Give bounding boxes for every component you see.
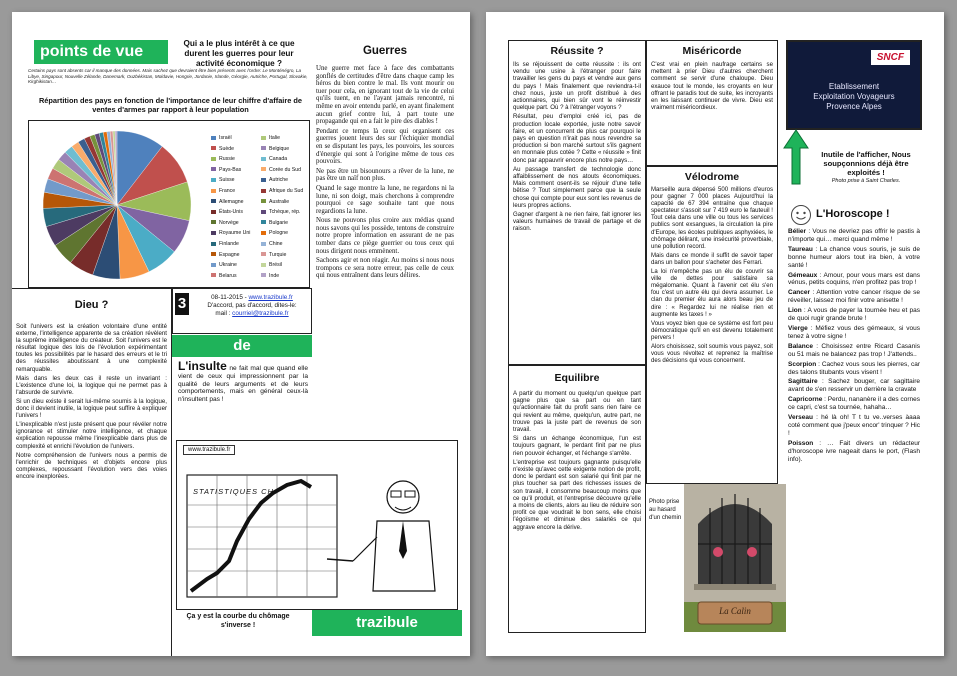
legend-label: Suisse [219,177,235,184]
legend-swatch [211,136,216,140]
article-title: Miséricorde [682,45,742,57]
de-banner [172,335,312,357]
sncf-sign-photo [786,40,922,130]
horoscope-title: L'Horoscope ! [816,208,890,220]
sign-text: : Cachez vous sous les pierres, car des talons titubants vous visent ! [788,360,920,376]
horoscope-entry [788,440,920,464]
arrow-up-icon [782,128,810,188]
horoscope-header [786,202,922,228]
article-text: ne fait mal que quand elle vient de ceux qui impressionnent par la qualité de leurs arguments et de leurs comportements, mais en général ceux-là n'insultent pas ! [178,365,308,404]
sign-name: Poisson [788,439,814,447]
paragraph: Notre compréhension de l'univers nous a permis de l'enrichir de techniques et d'objets encore plus complexes, repoussant l'évolution vers des voies encore inexplorées. [16,451,167,480]
legend-item [261,220,288,226]
horoscope-entry [788,272,920,288]
legend-label: Russie [219,156,235,163]
legend-swatch [261,199,266,203]
cartoon-drawing [177,441,458,610]
legend-label: Espagne [219,251,240,258]
article-title: Guerres [362,45,408,57]
plaque-text: La Calin [719,606,751,616]
legend-swatch [261,252,266,256]
paragraph: La loi n'empêche pas un élu de couvrir sa ville de dettes pour satisfaire sa mégalomanie. Quant à l'avenir cet élu s'en fou c'est un autre élu qui devra assumer. Le clan du premier élu aura alors beau jeu de dire : « Regardez lui ne réalise rien et augmente les taxes ! » [651,269,773,318]
sign-name: Taureau [788,245,813,253]
legend-item [261,146,289,152]
legend-swatch [211,189,216,193]
legend-label: Allemagne [219,198,244,205]
paragraph: Sachons agir et non réagir. Au moins si nous nous trompons ce sera notre erreur, pas celle de ceux qui nous entraînent dans leurs délires. [316,257,454,280]
pie-chart [37,125,197,285]
legend-label: Corée du Sud [269,166,302,173]
mail-link[interactable]: courriel@trazibule.fr [232,310,289,317]
legend-item [261,230,288,236]
sign-text: : A vous de payer la tournée heu et pas de quoi rugir grande brute ! [788,307,920,323]
legend-item [261,241,283,247]
paragraph: Au passage transfert de technologie donc affaiblissement de nos atouts économiques. Mais comment osent-ils se réjouir d'une telle bêtise ? Tout simplement parce que la seule chose qui compte pour eux sont les revenus de leurs propres actions. [513,165,641,209]
legend-item [211,135,232,141]
sign-name: Lion [788,307,802,315]
legend-item [261,273,279,279]
article-title: Vélodrome [684,171,740,183]
brand-label: trazibule [356,614,418,631]
sign-name: Sagittaire [788,378,818,386]
article-body [509,61,645,233]
legend-swatch [211,167,216,171]
horoscope-list [786,228,922,463]
legend-item [261,209,300,215]
legend-label: Canada [269,156,288,163]
cartoon-caption: Ça y est la courbe du chômage s'inverse ! [186,613,290,629]
legend-label: Norvège [219,219,239,226]
paragraph: Soit l'univers est la création volontaire d'une entité externe, l'intelligence apparente de sa création révèlent la suprême intelligence du créateur. Soit l'univers est le résultat logique des lois de l'évolution expérimentant toutes les possibilités par le hasard des erreurs et le tri des réussites aboutissant à une complexité remarquable. [16,323,167,373]
paragraph: Alors choisissez, soit soumis vous payez, soit vous vous révoltez et reprenez la maîtrise des décisions qui vous concernent. [651,343,773,365]
article-equilibre [508,365,646,633]
paragraph: A partir du moment ou quelqu'un quelque part gagne plus que sa part ou en tant qu'actionnaire fait du profit sans rien faire ce qui revient au même, quelqu'un, autre part, ne trouve pas la juste part de revenus de son travail. [513,390,641,434]
paragraph: Vous voyez bien que ce système est fort peu démocratique qu'il en est devenu totalement pervers ! [651,320,773,341]
pie-chart-frame [28,120,310,288]
paragraph: Si un dieu existe il serait lui-même soumis à la logique, donc il devient inutile, la logique peut suffire à expliquer l'univers ! [16,397,167,420]
horoscope-entry [788,378,920,394]
sign-text: : Amour, pour vous mars est dans vénus, petits coquins, n'en profitez pas trop ! [788,271,920,287]
feedback-prompt: D'accord, pas d'accord, dites-le: [207,302,297,309]
sign-name: Verseau [788,414,813,422]
legend-swatch [261,220,266,224]
sncf-logo: SNCF [871,50,910,65]
sign-text: : Choisissez entre Ricard Casanis ou 51 mais ne balancez pas trop ! J'attends.. [788,342,920,358]
issue-info [172,288,312,334]
article-body [509,390,645,531]
legend-swatch [261,167,266,171]
sign-text: : La chance vous souris, je suis de bonne humeur alors tout ira bien, à votre santé ! [788,245,920,269]
sign-name: Gémeaux [788,271,818,279]
board-label: STATISTIQUES CH [193,487,274,496]
sign-line: Etablissement [828,82,880,91]
horoscope-entry [788,396,920,412]
issue-meta [193,294,311,318]
sign-caption-main: Inutile de l'afficher, Nous soupçonnions déjà être exploités ! [821,150,911,178]
legend-item [211,167,241,173]
legend-label: Finlande [219,241,239,247]
newspaper-page-1 [12,12,470,656]
legend-swatch [261,242,266,246]
legend-item [211,252,239,258]
legend-swatch [211,231,216,235]
chart-intro: Certains pays sont absents car il manque des données. Mais sachez que devraient être bien présents avec l'ordre: Le Monténégro, La Libye, Singapour, Nouvelle Zélande, Danemark, Ouzbékistan, Moldavie, Hongrie, Jordanie, Irlande, Géorgie, Autriche, Portugal, Slovakie, Kirghikistan… [28,68,308,84]
sign-text: : hé là oh! T t tu ve..verses àaaa coté comment que j'peux encor' trinquer ? Hic ! [788,414,920,437]
sign-name: Cancer [788,289,811,297]
article-title: Dieu ? [74,299,109,311]
legend-item [211,146,234,152]
paragraph: L'entreprise est toujours gagnante puisqu'elle n'existe qu'avec cette exigente notion de profit, donc le perdant est son salarié qui finit par ne plus toucher sa part des richesses issues de son travail, il consomme beaucoup moins que ce qu'il produit, et l'entreprise découvre qu'elle a moins de clients, alors au lieu de réduire son profit ce que voudrait le bon sens, elle choisi l'égoïsme et diminue des salariés ce qui aggrave encore la dérive. [513,458,641,531]
chart-title: Répartition des pays en fonction de l'importance de leur chiffre d'affaire de ventes d'armes par rapport à leur population [38,96,303,114]
legend-label: Royaume Uni [219,230,251,237]
question-text: Qui a le plus intérêt à ce que durent les guerres pour leur activité économique ? [183,39,295,68]
legend-swatch [211,220,216,224]
horoscope-entry [788,414,920,438]
paragraph: Marseille aura dépensé 500 millions d'euros pour gagner 7 000 places Aujourd'hui la capacité de 67 394 entraîne que chaque spectateur s'assoit sur 7 419 euro le fauteuil ! Tout cela dans une ville ou tous les services publics sont exsangues, la circulation la pire d'Europe, les écoles publiques asphyxiées, le chômage délirant, une insécurité proverbiale, une pollution record. [651,187,773,250]
legend-label: Tchèque, rép. [269,209,301,216]
horoscope-entry [788,228,920,244]
legend-label: Afrique du Sud [269,188,304,194]
paragraph: Gagner d'argent à ne rien faire, fait ignorer les valeurs humaines de travail de partage et de raison. [513,211,641,233]
chapel-photo [684,484,786,632]
legend-swatch [211,210,216,214]
horoscope-entry [788,361,920,377]
article-misericorde [646,40,778,166]
article-reussite [508,40,646,365]
legend-swatch [261,178,266,182]
sign-text [788,82,920,112]
sign-caption [810,150,922,184]
legend-swatch [211,242,216,246]
legend-swatch [261,189,266,193]
legend-item [211,188,235,194]
paragraph: Mais dans ce monde il suffit de savoir taper dans un ballon pour s'acheter des Ferrari. [651,252,773,266]
legend-label: Inde [269,272,280,279]
legend-item [211,230,250,236]
issue-date: 08-11-2015 - [211,294,249,301]
article-body: C'est vrai en plein naufrage certains se mettent à prier Dieu d'autres cherchent comment se servir d'une chaloupe. Dieu exauce tout le monde, les croyants en leur offrant le paradis tout de suite, les incroyants en les laissant continuer de vivre. Dieu est vraiment miséricordieux. [651,61,773,112]
legend-label: États-Unis [219,209,243,216]
legend-item [211,241,239,247]
legend-item [211,262,237,268]
paragraph: Nous ne pouvons plus croire aux médias quand nous savons qui les possède, tentons de construire notre propre information en assurant de ne pas tomber dans ce piège guerrier ou tous ceux qui nous dirigent nous emmènent. [316,217,454,255]
legend-item [261,156,287,162]
article-velodrome [646,166,778,484]
legend-swatch [261,231,266,235]
paragraph: Mais dans les deux cas il reste un invariant : L'existence d'une loi, la logique qui ne permet pas à l'absurde de survivre. [16,374,167,396]
article-body [172,357,312,404]
legend-item [261,188,303,194]
article-body [647,187,777,365]
legend-swatch [261,146,266,150]
sign-text: : Sachez bouger, car sagittaire avant de s'en resservir un derrière la cravate [788,378,920,394]
article-title: Equilibre [554,372,600,384]
legend-swatch [211,146,216,150]
sign-name: Balance [788,342,813,350]
horoscope-entry [788,289,920,305]
horoscope-box [786,202,922,634]
paragraph: Si dans un échange économique, l'un est toujours gagnant, le perdant finit par ne plus rien pouvoir échanger, et l'échange s'arrête. [513,435,641,457]
legend-label: Suède [219,145,235,152]
article-body [12,323,171,480]
issue-number: 3 [175,293,189,315]
footer-brand-banner [312,610,462,636]
legend-label: Pologne [269,230,289,237]
legend-item [261,199,289,205]
legend-item [261,135,280,141]
legend-label: Brésil [269,262,282,269]
legend-label: Autriche [269,177,289,184]
legend-swatch [261,263,266,267]
legend-swatch [211,178,216,182]
sign-name: Scorpion [788,360,817,368]
legend-swatch [211,252,216,256]
sign-text: : … Fait divers un rédacteur d'horoscope ivre nageait dans le port, (Flash info). [788,439,920,463]
paragraph: Quand le sage montre la lune, ne regardons ni la lune, ni son doigt, mais cherchons à comprendre pourquoi ce sage souhaite tant que nous regardions la lune. [316,184,454,215]
horoscope-entry [788,343,920,359]
legend-label: Australie [269,198,290,205]
legend-item [211,209,243,215]
legend-swatch [211,199,216,203]
legend-item [211,156,235,162]
sign-text: : Méfiez vous des gémeaux, si vous tenez à votre signe ! [788,324,920,340]
sign-text: : Vous ne devriez pas offrir le pastis à n'importe qui… merci quand même ! [788,228,920,243]
legend-label: Belgique [269,145,290,152]
cartoon-frame [176,440,458,610]
legend-item [261,252,286,258]
article-insulte [172,357,312,441]
legend-item [261,167,301,173]
legend-item [261,177,288,183]
paragraph: Ils se réjouissent de cette réussite : ils ont vendu une usine à l'étranger pour faire travailler les gens du pays et vendre aux gens du pays ! Mais finalement que reviendra-t-il chez nous, juste un profit distribué à des actionnaires, qui bien sûr vont le réinvestir quelque part. Où ? à l'étranger voyons ? [513,61,641,112]
sign-name: Capricorne [788,396,823,404]
section-title: points de vue [40,43,144,60]
legend-swatch [261,273,266,277]
legend-swatch [211,157,216,161]
paragraph: Résultat, peu d'emploi créé ici, pas de production locale exportée, juste notre savoir faire, et un concurrent de plus car pourquoi le pays en question n'irait pas nous revendre sa production si bon marché surtout s'ils gagnent en monnaie plus cotée ? Cette « réussite » finit donc par appauvrir encore plus notre pays… [513,113,641,164]
horoscope-entry [788,325,920,341]
legend-label: France [219,188,236,194]
horoscope-entry [788,307,920,323]
paragraph: L'inexplicable n'est juste présent que pour révéler notre ignorance et stimuler notre intelligence, et chaque explication repousse même l'inexplicable dans plus de complexité et enrichi l'évolution de l'univers. [16,421,167,450]
legend-swatch [211,263,216,267]
legend-label: Israël [219,135,232,141]
paragraph: Une guerre met face à face des combattants gonflés de certitudes d'être dans chaque camp les héros du bien contre le mal. Ils vont mourir ou tuer pour cela, en ignorant tout de la vie de celui qu'ils tuent, en ne l'ayant jamais rencontré, ni même en avoir entendu parlé, en ayant finalement aucun grief contre lui, à part toute une propagande qui en a fait le pire des diables ! [316,65,454,126]
legend-label: Ukraine [219,262,237,269]
sign-text: : Perdu, nananère il a des cornes ce capri, c'est sa tournée, hahaha… [788,396,920,412]
legend-item [211,220,239,226]
article-guerres [312,37,458,440]
legend-label: Italie [269,135,280,141]
article-body [312,65,458,280]
paragraph: Pendant ce temps là ceux qui organisent ces guerres jouent leurs des sur l'échiquier mondial en se disputant les pays, les pouvoirs, les sources d'énergie qui sont à l'origine même de tous ces pouvoirs. [316,127,454,166]
legend-swatch [261,210,266,214]
sign-line: Exploitation Voyageurs [813,92,895,101]
article-dieu [12,288,172,656]
de-label: de [233,337,251,354]
sign-name: Vierge [788,324,808,332]
legend-item [211,177,235,183]
legend-swatch [261,136,266,140]
legend-item [211,199,244,205]
sign-caption-credit: Photo prise à Saint Charles. [831,177,901,184]
article-title: Réussite ? [550,45,604,57]
photo-caption: Photo prise au hasard d'un chemin [649,499,682,521]
smiley-icon [790,204,812,226]
legend-item [261,262,282,268]
legend-item [211,273,237,279]
legend-label: Belarus [219,272,237,279]
mail-label: mail : [215,310,233,317]
article-title: L'insulte [178,359,227,373]
horoscope-entry [788,246,920,270]
legend-label: Turquie [269,251,287,258]
section-banner-points-de-vue [34,40,168,64]
legend-swatch [261,157,266,161]
chart-legend [211,135,310,285]
legend-label: Pays-Bas [219,166,242,173]
sign-name: Bélier [788,228,807,235]
legend-swatch [211,273,216,277]
legend-label: Bulgarie [269,219,289,226]
sign-text: : Attention votre cancer risque de se réveiller, laissez moi finir votre anisette ! [788,289,920,305]
sign-line: Provence Alpes [826,102,882,111]
site-link[interactable]: www.trazibule.fr [248,294,293,301]
paragraph: Ne pas être un bisounours a rêver de la lune, ne pas être un naïf non plus. [316,167,454,183]
legend-label: Chine [269,241,283,247]
newspaper-page-2 [486,12,944,656]
cartoon-site: www.trazibule.fr [183,445,235,455]
